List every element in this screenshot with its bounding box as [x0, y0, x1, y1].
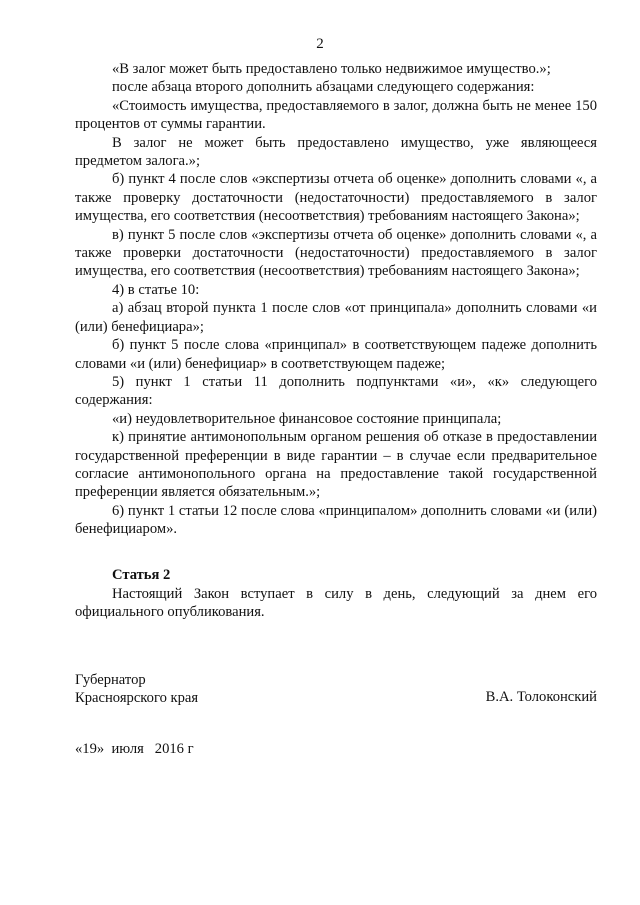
paragraph: в) пункт 5 после слов «экспертизы отчета об оценке» дополнить словами «, а также проверки достаточности (недостаточности) предоставляемого в залог имущества, его соответствия (несоответствия) требованиям настоящего Закона»;: [75, 226, 597, 280]
paragraph: «и) неудовлетворительное финансовое состояние принципала;: [112, 410, 502, 427]
paragraph: В залог не может быть предоставлено имущество, уже являющееся предметом залога.»;: [75, 134, 597, 170]
paragraph: а) абзац второй пункта 1 после слов «от принципала» дополнить словами «и (или) бенефициара»;: [75, 300, 597, 335]
paragraph: 5) пункт 1 статьи 11 дополнить подпунктами «и», «к» следующего содержания:: [75, 373, 597, 409]
paragraph: б) пункт 5 после слова «принципал» в соответствующем падеже дополнить словами «и (или) бенефициар» в соответствующем падеже;: [75, 337, 597, 372]
signatory-title: [75, 671, 198, 708]
article-2-body: [75, 585, 597, 622]
article-2-heading: Статья 2: [112, 567, 171, 583]
signatory-title-line2: Красноярского края: [75, 690, 199, 707]
page-number: 2: [316, 36, 324, 52]
article-2-text: Настоящий Закон вступает в силу в день, следующий за днем его официального опубликования.: [75, 586, 597, 621]
paragraph: «В залог может быть предоставлено только недвижимое имущество.»;: [112, 61, 551, 77]
amendments-text: [75, 60, 597, 539]
signatory-name: В.А. Толоконский: [485, 689, 597, 705]
paragraph: 4) в статье 10:: [112, 281, 200, 298]
paragraph: 6) пункт 1 статьи 12 после слова «принципалом» дополнить словами «и (или) бенефициаром».: [75, 502, 597, 538]
paragraph: к) принятие антимонопольным органом решения об отказе в предоставлении государственной преференции в виде гарантии – в случае если предварительное согласие антимонопольного органа на предоставление такой государственной преференции является обязательным.»;: [75, 429, 597, 501]
paragraph: после абзаца второго дополнить абзацами следующего содержания:: [112, 79, 535, 96]
paragraph: б) пункт 4 после слов «экспертизы отчета об оценке» дополнить словами «, а также проверку достаточности (недостаточности) предоставляемого в залог имущества, его соответствия (несоответствия) требованиям настоящего Закона»;: [75, 171, 597, 225]
signatory-title-line1: Губернатор: [75, 672, 146, 688]
paragraph: «Стоимость имущества, предоставляемого в залог, должна быть не менее 150 процентов от суммы гарантии.: [75, 97, 597, 133]
signing-date: «19» июля 2016 г: [75, 741, 194, 757]
